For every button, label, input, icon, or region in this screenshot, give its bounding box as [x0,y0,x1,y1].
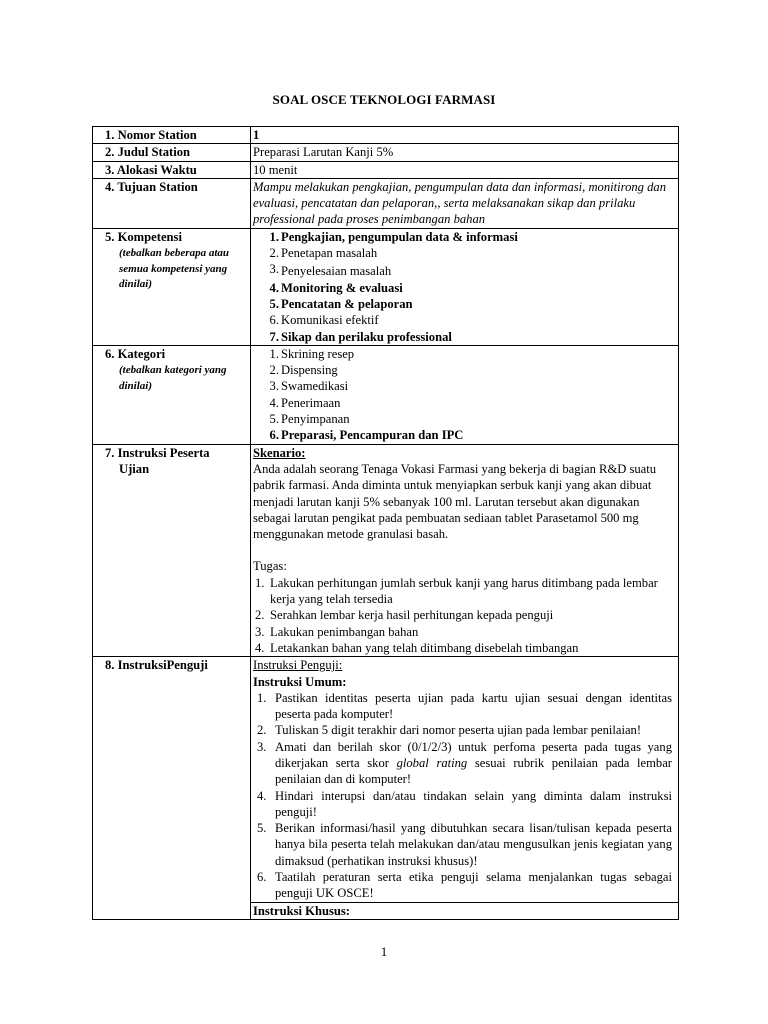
value-tujuan-station: Mampu melakukan pengkajian, pengumpulan data dan informasi, monitirong dan evaluasi, pencatatan dan pelaporan,, serta melaksanakan sikap dan prilaku professional pada proses penimbangan bahan [251,178,679,228]
list-item: 1. Skrining resep [269,346,355,361]
kategori-list [253,346,678,444]
document-title: SOAL OSCE TEKNOLOGI FARMASI [272,92,496,107]
label-instruksi-peserta-cont: Ujian [119,461,150,476]
list-item: 2. Serahkan lembar kerja hasil perhitungan kepada penguji [255,608,554,623]
list-item: 2. Tuliskan 5 digit terakhir dari nomor peserta ujian pada lembar penilaian! [257,723,642,738]
tugas-heading: Tugas: [253,559,287,574]
list-item: 3. Swamedikasi [269,379,349,394]
row-nomor-station [93,127,679,144]
row-tujuan-station [93,178,679,228]
label-instruksi-peserta: 7. Instruksi Peserta [105,445,210,460]
list-item: 7. Sikap dan perilaku professional [269,329,452,344]
label-tujuan-station: 4. Tujuan Station [93,178,251,228]
list-item: 6. Preparasi, Pencampuran dan IPC [269,428,464,443]
tugas-list [253,575,678,656]
label-instruksi-penguji: 8. InstruksiPenguji [105,658,208,673]
list-item: 2. Penetapan masalah [269,246,378,261]
row-judul-station [93,144,679,161]
list-item: 1. Pastikan identitas peserta ujian pada kartu ujian sesuai dengan identitas peserta pada komputer! [257,690,672,722]
list-item: 1. Lakukan perhitungan jumlah serbuk kanji yang harus ditimbang pada lembar kerja yang telah tersedia [255,575,658,607]
note-kategori: (tebalkan kategori yang dinilai) [119,364,227,392]
label-kategori: 6. Kategori [105,346,166,361]
instruksi-umum-heading: Instruksi Umum: [253,674,347,689]
row-kompetensi [93,228,679,345]
value-kategori [251,345,679,444]
value-nomor-station: 1 [251,127,679,144]
label-alokasi-waktu: 3. Alokasi Waktu [93,161,251,178]
list-item: 5. Penyimpanan [269,412,350,427]
value-judul-station: Preparasi Larutan Kanji 5% [251,144,679,161]
list-item: 2. Dispensing [269,363,338,378]
label-kategori-cell [93,345,251,444]
list-item: 3. Penyelesaian masalah [269,262,392,279]
label-nomor-station: 1. Nomor Station [93,127,251,144]
list-item: 4. Hindari interupsi dan/atau tindakan selain yang diminta dalam instruksi penguji! [257,788,672,819]
list-item: 4. Monitoring & evaluasi [269,280,403,295]
instruksi-penguji-heading: Instruksi Penguji: [253,658,343,673]
list-item: 4. Letakankan bahan yang telah ditimbang disebelah timbangan [255,640,579,655]
label-instruksi-penguji-cell [93,657,251,920]
list-item: 6. Taatilah peraturan serta etika penguji selama menjalankan tugas sebagai penguji UK OSCE! [257,870,672,901]
value-instruksi-peserta [251,444,679,657]
row-instruksi-peserta [93,444,679,657]
skenario-heading: Skenario: [253,445,306,460]
row-kategori [93,345,679,444]
label-kompetensi-cell [93,228,251,345]
value-instruksi-penguji [251,657,679,902]
list-item: 6. Komunikasi efektif [269,313,379,328]
value-kompetensi [251,228,679,345]
row-alokasi-waktu [93,161,679,178]
label-judul-station: 2. Judul Station [93,144,251,161]
list-item: 5. Pencatatan & pelaporan [269,296,413,311]
page-number: 1 [380,944,388,959]
list-item: 4. Penerimaan [269,395,341,410]
row-instruksi-penguji [93,657,679,902]
osce-table [92,126,679,920]
instruksi-khusus-heading: Instruksi Khusus: [251,902,679,919]
list-item: 3. Amati dan berilah skor (0/1/2/3) untuk perfoma peserta pada tugas yang dikerjakan serta skor global rating sesuai rubrik penilaian pada lembar penilaian dan di komputer! [257,739,672,787]
skenario-text: Anda adalah seorang Tenaga Vokasi Farmasi yang bekerja di bagian R&D suatu pabrik farmasi. Anda diminta untuk menyiapkan serbuk kanji yang akan dibuat menjadi larutan kanji 5% sebanyak 100 ml. Larutan tersebut akan digunakan sebagai larutan pengikat pada pembuatan sediaan tablet Parasetamol 500 mg menggunakan metode granulasi basah. [253,461,657,542]
note-kompetensi: (tebalkan beberapa atau semua kompetensi yang dinilai) [119,247,229,291]
list-item: 1. Pengkajian, pengumpulan data & informasi [269,229,518,244]
instruksi-umum-list [253,690,678,902]
label-kompetensi: 5. Kompetensi [105,229,182,244]
list-item: 5. Berikan informasi/hasil yang dibutuhkan secara lisan/tulisan kepada peserta hanya bila peserta telah melakukan dan/atau mengusulkan jenis kegiatan yang dimaksud (perhatikan instruksi khusus)! [257,821,672,868]
value-alokasi-waktu: 10 menit [251,161,679,178]
label-instruksi-peserta-cell [93,444,251,657]
kompetensi-list [253,229,678,345]
list-item: 3. Lakukan penimbangan bahan [255,624,419,639]
